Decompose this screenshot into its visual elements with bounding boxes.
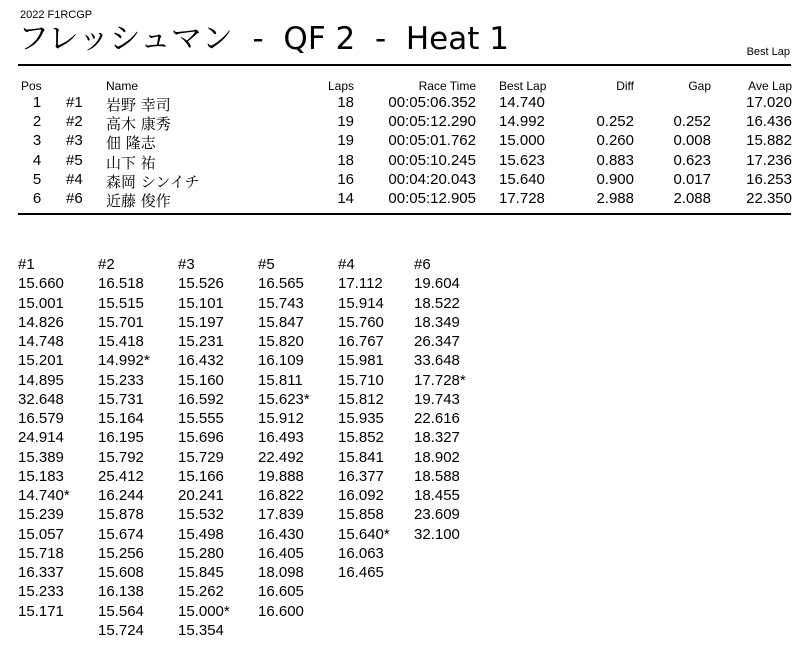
cell-best-lap: 15.000 bbox=[499, 132, 545, 150]
cell-laps: 19 bbox=[337, 113, 354, 131]
table-row bbox=[0, 113, 800, 132]
table-row bbox=[0, 132, 800, 151]
cell-laps: 18 bbox=[337, 94, 354, 111]
lap-time: 15.166 bbox=[178, 467, 224, 485]
lap-time: 15.743 bbox=[258, 294, 304, 312]
lap-time: 15.001 bbox=[18, 294, 64, 312]
lap-time: 17.728* bbox=[414, 371, 466, 389]
lap-time: 16.600 bbox=[258, 602, 304, 620]
lap-column-car: #3 bbox=[178, 256, 195, 273]
col-laps: Laps bbox=[327, 79, 354, 93]
lap-time: 15.389 bbox=[18, 448, 64, 466]
lap-time: 15.701 bbox=[98, 313, 144, 331]
lap-time: 15.820 bbox=[258, 333, 304, 350]
lap-time: 23.609 bbox=[414, 506, 460, 524]
lap-time: 15.526 bbox=[178, 275, 224, 293]
lap-time: 18.327 bbox=[414, 429, 460, 447]
lap-time: 15.852 bbox=[338, 429, 384, 447]
cell-laps: 18 bbox=[337, 151, 354, 169]
lap-time: 15.858 bbox=[338, 506, 384, 524]
cell-name: 山下 祐 bbox=[106, 153, 156, 172]
lap-time: 14.826 bbox=[18, 313, 64, 331]
lap-time: 15.515 bbox=[98, 294, 144, 312]
lap-time: 16.195 bbox=[98, 429, 144, 447]
lap-time: 15.674 bbox=[98, 525, 144, 543]
cell-ave-lap: 17.020 bbox=[746, 94, 792, 111]
cell-name: 森岡 シンイチ bbox=[106, 172, 200, 191]
cell-gap: 0.017 bbox=[673, 170, 711, 188]
lap-time: 15.845 bbox=[178, 564, 224, 581]
cell-num: #2 bbox=[66, 113, 83, 131]
lap-time: 15.847 bbox=[258, 313, 304, 331]
col-race-time: Race Time bbox=[418, 79, 476, 93]
cell-laps: 14 bbox=[337, 190, 354, 207]
lap-column bbox=[178, 255, 258, 640]
lap-time: 15.101 bbox=[178, 294, 224, 312]
cell-race-time: 00:05:06.352 bbox=[388, 94, 476, 111]
lap-time: 15.623* bbox=[258, 390, 310, 408]
cell-ave-lap: 17.236 bbox=[746, 151, 792, 169]
lap-time: 15.912 bbox=[258, 410, 304, 427]
lap-time: 16.377 bbox=[338, 467, 384, 485]
lap-time: 20.241 bbox=[178, 487, 224, 504]
lap-column bbox=[338, 255, 418, 582]
cell-laps: 19 bbox=[337, 132, 354, 150]
lap-time: 15.231 bbox=[178, 333, 224, 350]
lap-column bbox=[98, 255, 178, 640]
lap-time: 15.724 bbox=[98, 621, 144, 639]
lap-time: 15.812 bbox=[338, 390, 384, 408]
lap-time: 15.555 bbox=[178, 410, 224, 427]
cell-name: 佃 隆志 bbox=[106, 134, 156, 153]
lap-time: 19.888 bbox=[258, 467, 304, 485]
cell-race-time: 00:05:10.245 bbox=[388, 151, 476, 169]
lap-time: 15.197 bbox=[178, 313, 224, 331]
lap-time: 15.718 bbox=[18, 544, 64, 562]
lap-time: 15.256 bbox=[98, 544, 144, 562]
cell-name: 高木 康秀 bbox=[106, 115, 171, 134]
lap-time: 16.244 bbox=[98, 487, 144, 504]
event-name: 2022 F1RCGP bbox=[20, 9, 93, 21]
cell-ave-lap: 15.882 bbox=[746, 132, 792, 150]
lap-time: 14.895 bbox=[18, 371, 64, 389]
lap-column-car: #6 bbox=[414, 256, 431, 273]
cell-best-lap: 15.640 bbox=[499, 170, 545, 188]
cell-num: #4 bbox=[66, 170, 83, 188]
lap-time: 15.660 bbox=[18, 275, 64, 293]
lap-time: 15.532 bbox=[178, 506, 224, 524]
cell-diff: 0.900 bbox=[596, 170, 634, 188]
lap-time: 16.432 bbox=[178, 352, 224, 370]
lap-column-car: #2 bbox=[98, 256, 115, 273]
lap-time: 14.992* bbox=[98, 352, 150, 370]
lap-time: 32.648 bbox=[18, 390, 64, 408]
lap-time: 33.648 bbox=[414, 352, 460, 370]
lap-column-car: #5 bbox=[258, 256, 275, 273]
table-bottom-rule bbox=[18, 213, 791, 215]
lap-time: 15.160 bbox=[178, 371, 224, 389]
cell-diff: 2.988 bbox=[596, 190, 634, 207]
col-best-lap: Best Lap bbox=[499, 79, 547, 93]
lap-time: 18.522 bbox=[414, 294, 460, 312]
cell-race-time: 00:04:20.043 bbox=[388, 170, 476, 188]
page-title: フレッシュマン - QF 2 - Heat 1 bbox=[18, 21, 509, 57]
cell-num: #1 bbox=[66, 94, 83, 111]
lap-time: 22.492 bbox=[258, 448, 304, 466]
cell-laps: 16 bbox=[337, 170, 354, 188]
lap-time: 16.430 bbox=[258, 525, 304, 543]
lap-time: 16.465 bbox=[338, 564, 384, 581]
lap-time: 16.767 bbox=[338, 333, 384, 350]
cell-pos: 2 bbox=[32, 113, 42, 131]
lap-time: 24.914 bbox=[18, 429, 64, 447]
lap-time: 15.164 bbox=[98, 410, 144, 427]
cell-pos: 5 bbox=[32, 170, 42, 188]
lap-time: 16.518 bbox=[98, 275, 144, 293]
lap-column bbox=[258, 255, 338, 621]
lap-time: 15.201 bbox=[18, 352, 64, 370]
cell-num: #5 bbox=[66, 151, 83, 169]
lap-time: 16.579 bbox=[18, 410, 64, 427]
lap-time: 15.640* bbox=[338, 525, 390, 543]
cell-race-time: 00:05:01.762 bbox=[388, 132, 476, 150]
cell-race-time: 00:05:12.290 bbox=[388, 113, 476, 131]
cell-gap: 0.008 bbox=[673, 132, 711, 150]
lap-time: 16.092 bbox=[338, 487, 384, 504]
lap-column bbox=[18, 255, 98, 621]
table-row bbox=[0, 94, 800, 113]
col-diff: Diff bbox=[616, 79, 634, 93]
cell-pos: 6 bbox=[32, 190, 42, 207]
cell-num: #6 bbox=[66, 190, 83, 207]
col-gap: Gap bbox=[688, 79, 711, 93]
lap-time: 18.588 bbox=[414, 467, 460, 485]
lap-time: 15.878 bbox=[98, 506, 144, 524]
cell-diff: 0.260 bbox=[596, 132, 634, 150]
col-pos: Pos bbox=[21, 79, 42, 93]
lap-time: 15.731 bbox=[98, 390, 144, 408]
lap-time: 15.233 bbox=[18, 583, 64, 601]
lap-time: 15.000* bbox=[178, 602, 230, 620]
lap-time: 15.729 bbox=[178, 448, 224, 466]
lap-time: 17.112 bbox=[338, 275, 383, 293]
lap-time: 15.498 bbox=[178, 525, 224, 543]
lap-time: 15.792 bbox=[98, 448, 144, 466]
lap-time: 17.839 bbox=[258, 506, 304, 524]
lap-time: 15.262 bbox=[178, 583, 224, 601]
lap-time: 15.354 bbox=[178, 621, 224, 639]
lap-time: 18.902 bbox=[414, 448, 460, 466]
lap-time: 15.608 bbox=[98, 564, 144, 581]
cell-best-lap: 14.740 bbox=[499, 94, 545, 111]
lap-time: 14.740* bbox=[18, 487, 70, 504]
lap-time: 16.063 bbox=[338, 544, 384, 562]
lap-time: 15.564 bbox=[98, 602, 144, 620]
lap-time: 18.098 bbox=[258, 564, 304, 581]
cell-best-lap: 14.992 bbox=[499, 113, 545, 131]
cell-pos: 4 bbox=[32, 151, 42, 169]
lap-time: 15.981 bbox=[338, 352, 384, 370]
lap-column-car: #4 bbox=[338, 256, 355, 273]
cell-best-lap: 17.728 bbox=[499, 190, 545, 207]
cell-pos: 3 bbox=[32, 132, 42, 150]
lap-time: 15.811 bbox=[258, 371, 303, 389]
cell-diff: 0.252 bbox=[596, 113, 634, 131]
lap-time: 16.337 bbox=[18, 564, 64, 581]
lap-time: 16.565 bbox=[258, 275, 304, 293]
cell-ave-lap: 16.436 bbox=[746, 113, 792, 131]
lap-time: 19.604 bbox=[414, 275, 460, 293]
cell-ave-lap: 16.253 bbox=[746, 170, 792, 188]
cell-race-time: 00:05:12.905 bbox=[388, 190, 476, 207]
lap-time: 16.109 bbox=[258, 352, 304, 370]
cell-diff: 0.883 bbox=[596, 151, 634, 169]
table-row bbox=[0, 190, 800, 209]
lap-time: 15.183 bbox=[18, 467, 64, 485]
col-ave-lap: Ave Lap bbox=[748, 79, 792, 93]
table-top-rule bbox=[18, 64, 791, 66]
lap-time: 15.418 bbox=[98, 333, 144, 350]
lap-time: 16.592 bbox=[178, 390, 224, 408]
cell-ave-lap: 22.350 bbox=[746, 190, 792, 207]
lap-time: 15.841 bbox=[338, 448, 384, 466]
lap-time: 15.233 bbox=[98, 371, 144, 389]
cell-gap: 2.088 bbox=[673, 190, 711, 207]
lap-time: 19.743 bbox=[414, 390, 460, 408]
lap-time: 15.935 bbox=[338, 410, 384, 427]
lap-time: 25.412 bbox=[98, 467, 144, 485]
sort-label: Best Lap bbox=[746, 46, 790, 58]
lap-time: 32.100 bbox=[414, 525, 460, 543]
lap-column bbox=[414, 255, 494, 544]
lap-time: 15.710 bbox=[338, 371, 384, 389]
lap-time: 15.057 bbox=[18, 525, 64, 543]
cell-gap: 0.252 bbox=[673, 113, 711, 131]
lap-time: 18.349 bbox=[414, 313, 460, 331]
lap-time: 15.239 bbox=[18, 506, 64, 524]
lap-time: 16.822 bbox=[258, 487, 304, 504]
lap-time: 15.696 bbox=[178, 429, 224, 447]
lap-time: 16.493 bbox=[258, 429, 304, 447]
lap-time: 26.347 bbox=[414, 333, 460, 350]
cell-name: 岩野 幸司 bbox=[106, 96, 171, 114]
col-name: Name bbox=[106, 79, 139, 93]
lap-column-car: #1 bbox=[18, 256, 35, 273]
lap-time: 15.914 bbox=[338, 294, 384, 312]
cell-name: 近藤 俊作 bbox=[106, 192, 171, 210]
lap-time: 16.605 bbox=[258, 583, 304, 601]
cell-gap: 0.623 bbox=[673, 151, 711, 169]
lap-time: 14.748 bbox=[18, 333, 64, 350]
cell-best-lap: 15.623 bbox=[499, 151, 545, 169]
lap-time: 16.405 bbox=[258, 544, 304, 562]
lap-time: 15.171 bbox=[18, 602, 64, 620]
cell-pos: 1 bbox=[32, 94, 42, 111]
cell-num: #3 bbox=[66, 132, 83, 150]
table-row bbox=[0, 171, 800, 190]
lap-time: 16.138 bbox=[98, 583, 144, 601]
lap-time: 22.616 bbox=[414, 410, 460, 427]
lap-time: 18.455 bbox=[414, 487, 460, 504]
lap-time: 15.760 bbox=[338, 313, 384, 331]
lap-time: 15.280 bbox=[178, 544, 224, 562]
results-header bbox=[0, 79, 800, 93]
table-row bbox=[0, 152, 800, 171]
